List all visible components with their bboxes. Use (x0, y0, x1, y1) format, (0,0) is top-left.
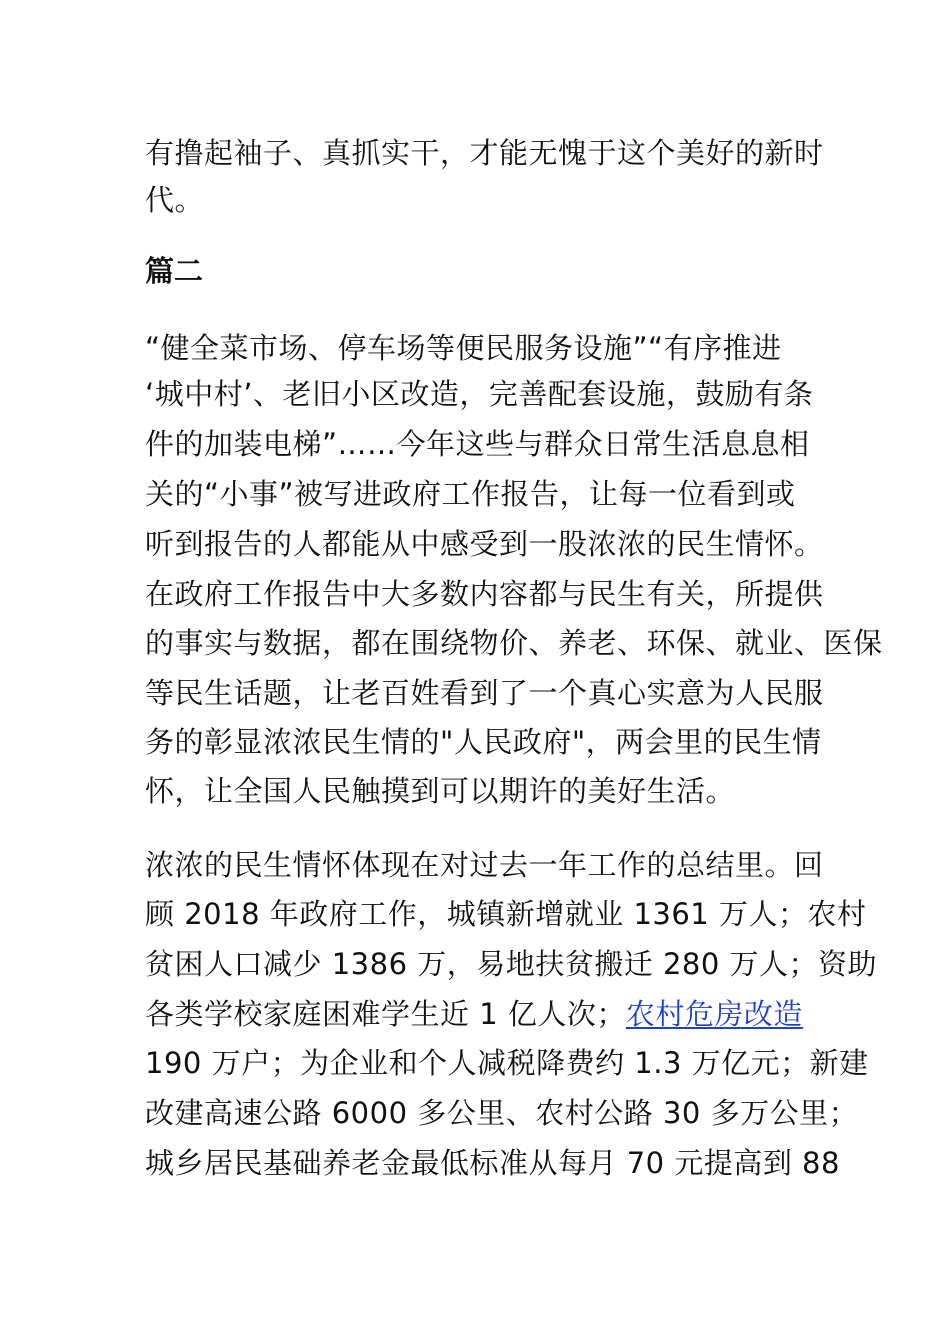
text-line: 务的彰显浓浓民生情的"人民政府"，两会里的民生情 (145, 725, 822, 759)
text-line: 贫困人口减少 1386 万，易地扶贫搬迁 280 万人；资助 (145, 947, 878, 981)
text-line: 的事实与数据，都在围绕物价、养老、环保、就业、医保 (145, 626, 883, 660)
text-line: 浓浓的民生情怀体现在对过去一年工作的总结里。回 (145, 848, 824, 882)
text-segment: 各类学校家庭困难学生近 1 亿人次； (145, 997, 626, 1031)
text-line: 190 万户；为企业和个人减税降费约 1.3 万亿元；新建 (145, 1046, 869, 1080)
text-line: 听到报告的人都能从中感受到一股浓浓的民生情怀。 (145, 527, 824, 561)
text-line: 怀，让全国人民触摸到可以期许的美好生活。 (145, 774, 736, 808)
text-line: ‘城中村’、老旧小区改造，完善配套设施，鼓励有条 (145, 377, 814, 411)
text-line: 顾 2018 年政府工作，城镇新增就业 1361 万人；农村 (145, 897, 867, 931)
text-line: “健全菜市场、停车场等便民服务设施”“有序推进 (145, 331, 782, 365)
text-line: 有撸起袖子、真抓实干，才能无愧于这个美好的新时 (145, 136, 824, 170)
text-line: 件的加装电梯”……今年这些与群众日常生活息息相 (145, 427, 810, 461)
text-line: 在政府工作报告中大多数内容都与民生有关，所提供 (145, 577, 824, 611)
text-line: 城乡居民基础养老金最低标准从每月 70 元提高到 88 (145, 1146, 840, 1180)
text-line: 关的“小事”被写进政府工作报告，让每一位看到或 (145, 477, 796, 511)
section-heading: 篇二 (145, 254, 204, 288)
text-line: 改建高速公路 6000 多公里、农村公路 30 多万公里； (145, 1096, 859, 1130)
text-line: 代。 (145, 183, 205, 217)
text-line: 等民生话题，让老百姓看到了一个真心实意为人民服 (145, 676, 824, 710)
hyperlink-rural-housing[interactable]: 农村危房改造 (625, 997, 803, 1031)
text-line-with-link (145, 994, 803, 1034)
